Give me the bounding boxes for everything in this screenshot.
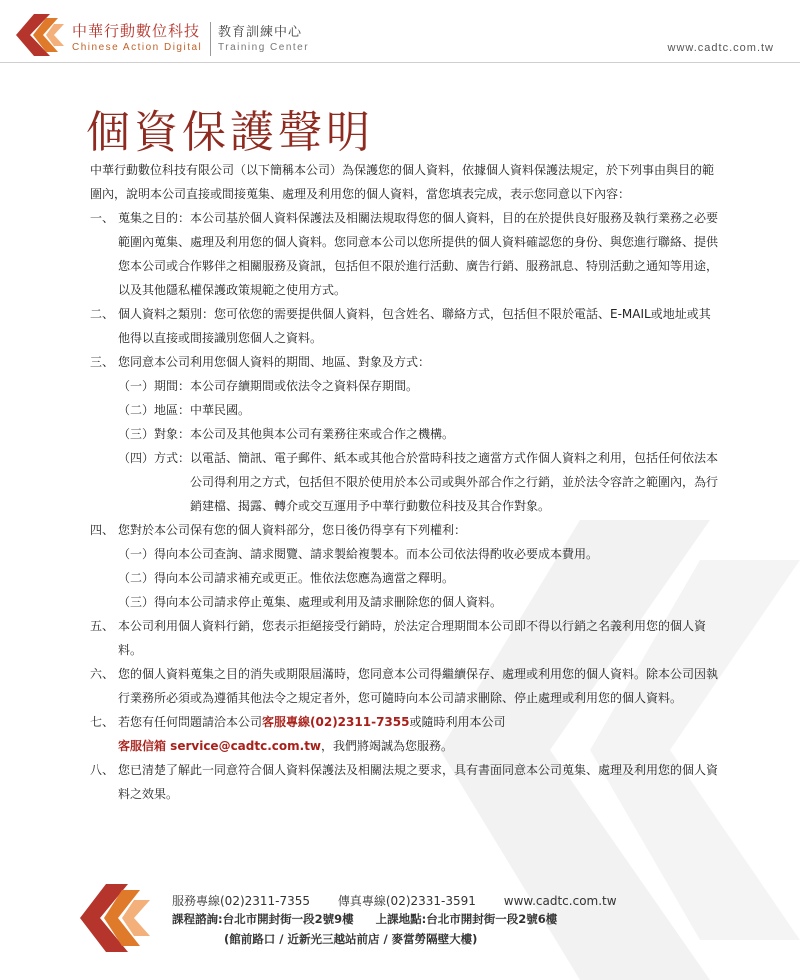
brand-name-en: Chinese Action Digital <box>72 42 203 53</box>
footer-landmark: (館前路口 / 近新光三越站前店 / 麥當勞隔壁大樓) <box>224 932 478 946</box>
contact-line-2 <box>118 734 720 758</box>
section-7 <box>90 710 720 758</box>
footer-logo-icon <box>80 884 152 952</box>
sub-item-text: 中華民國。 <box>190 403 251 417</box>
page-footer <box>0 878 800 980</box>
section-number: 四、 <box>90 523 115 537</box>
contact-suffix: ，我們將竭誠為您服務。 <box>321 739 454 753</box>
sub-item <box>118 446 720 518</box>
sub-item-label: （一）期間： <box>118 379 191 393</box>
customer-service-email-link[interactable]: 客服信箱 service@cadtc.com.tw <box>118 739 322 753</box>
contact-prefix: 若您有任何問題請洽本公司 <box>118 715 263 729</box>
section-text: 本公司利用個人資料行銷，您表示拒絕接受行銷時，於法定合理期間本公司即不得以行銷之名義利用您的個人資料。 <box>118 619 707 657</box>
sub-item <box>118 398 720 422</box>
footer-contact-line <box>172 892 641 909</box>
sub-item: （三）得向本公司請求停止蒐集、處理或利用及請求刪除您的個人資料。 <box>118 595 503 609</box>
sub-item-label: （四）方式： <box>118 451 191 465</box>
section-1 <box>90 206 720 302</box>
section-number: 二、 <box>90 307 115 321</box>
company-logo-icon <box>16 14 66 56</box>
header-divider <box>210 22 211 56</box>
sub-item-label: （三）對象： <box>118 427 191 441</box>
section-number: 六、 <box>90 667 115 681</box>
section-text: 您的個人資料蒐集之目的消失或期限屆滿時，您同意本公司得繼續保存、處理或利用您的個人資料。除本公司因執行業務所必須或為遵循其他法令之規定者外，您可隨時向本公司請求刪除、停止處理或利用您的個人資料。 <box>118 667 719 705</box>
footer-course-consult: 課程諮詢:台北市開封街一段2號9樓 <box>172 912 354 926</box>
section-6 <box>90 662 720 710</box>
training-center-cn: 教育訓練中心 <box>218 25 303 40</box>
section-text: 蒐集之目的：本公司基於個人資料保護法及相關法規取得您的個人資料，目的在於提供良好服務及執行業務之必要範圍內蒐集、處理及利用您的個人資料。您同意本公司以您所提供的個人資料確認您的身份、與您進行聯絡、提供您本公司或合作夥伴之相關服務及資訊，包括但不限於進行活動、廣告行銷、服務訊息、特別活動之通知等用途，以及其他隱私權保護政策規範之使用方式。 <box>118 211 719 297</box>
section-text: 您同意本公司利用您個人資料的期間、地區、對象及方式： <box>118 355 431 369</box>
sub-item-text: 以電話、簡訊、電子郵件、紙本或其他合於當時科技之適當方式作個人資料之利用，包括任何依法本公司得利用之方式，包括但不限於使用於本公司或與外部合作之行銷，並於法令容許之範圍內，為行銷建檔、揭露、轉介或交互運用予中華行動數位科技及其合作對象。 <box>190 451 719 513</box>
section-4 <box>90 518 720 614</box>
section-number: 五、 <box>90 619 115 633</box>
section-number: 七、 <box>90 715 115 729</box>
footer-fax: 傳真專線(02)2331-3591 <box>337 894 476 908</box>
section-text: 您對於本公司保有您的個人資料部分，您日後仍得享有下列權利： <box>118 523 467 537</box>
sub-item: （二）得向本公司請求補充或更正。惟依法您應為適當之釋明。 <box>118 571 455 585</box>
contact-mid: 或隨時利用本公司 <box>409 715 506 729</box>
sub-item-text: 本公司存續期間或依法令之資料保存期間。 <box>190 379 419 393</box>
section-number: 一、 <box>90 211 115 225</box>
section-number: 八、 <box>90 763 115 777</box>
sub-item-text: 本公司及其他與本公司有業務往來或合作之機構。 <box>190 427 455 441</box>
header-rule <box>0 62 800 63</box>
customer-service-hotline-link[interactable]: 客服專線(02)2311-7355 <box>262 715 410 729</box>
contact-line-1 <box>118 710 720 734</box>
section-text: 您已清楚了解此一同意符合個人資料保護法及相關法規之要求，具有書面同意本公司蒐集、處理及利用您的個人資料之效果。 <box>118 763 719 801</box>
intro-paragraph: 中華行動數位科技有限公司（以下簡稱本公司）為保護您的個人資料，依據個人資料保護法規定，於下列事由與目的範圍內，說明本公司直接或間接蒐集、處理及利用您的個人資料，當您填表完成，表示您同意以下內容： <box>90 163 715 201</box>
header-website-link[interactable]: www.cadtc.com.tw <box>667 42 774 54</box>
sub-item <box>118 374 720 398</box>
sub-item <box>118 422 720 446</box>
brand-name-cn: 中華行動數位科技 <box>72 22 201 40</box>
sub-item: （一）得向本公司查詢、請求閱覽、請求製給複製本。而本公司依法得酌收必要成本費用。 <box>118 547 599 561</box>
section-number: 三、 <box>90 355 115 369</box>
footer-address-line <box>172 911 575 927</box>
section-8 <box>90 758 720 806</box>
section-5 <box>90 614 720 662</box>
page-header <box>0 0 800 70</box>
footer-website-link[interactable]: www.cadtc.com.tw <box>503 894 617 908</box>
privacy-statement-body <box>90 158 720 806</box>
footer-service-phone[interactable]: 服務專線(02)2311-7355 <box>172 894 311 908</box>
training-center-en: Training Center <box>218 42 310 53</box>
footer-class-location: 上課地點:台北市開封街一段2號6樓 <box>375 912 558 926</box>
section-3 <box>90 350 720 518</box>
section-2 <box>90 302 720 350</box>
page-title: 個資保護聲明 <box>86 107 374 158</box>
sub-item-label: （二）地區： <box>118 403 191 417</box>
section-text: 個人資料之類別：您可依您的需要提供個人資料，包含姓名、聯絡方式，包括但不限於電話、E-MAIL或地址或其他得以直接或間接識別您個人之資料。 <box>118 307 711 345</box>
